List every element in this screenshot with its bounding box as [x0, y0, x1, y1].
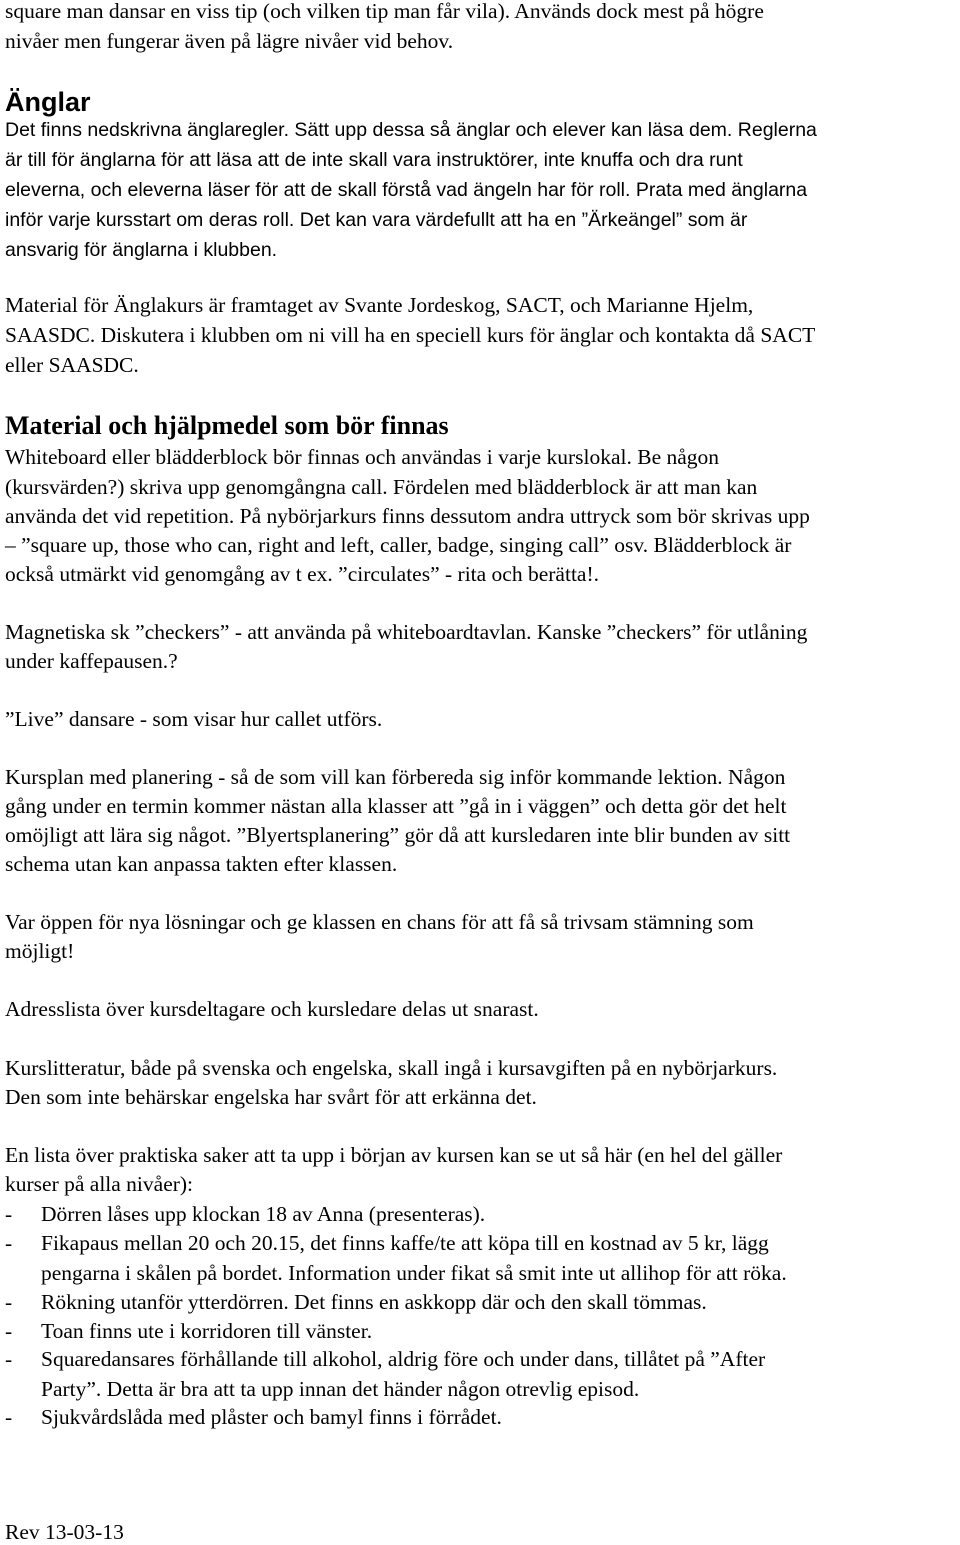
anglar-p2-line-2: SAASDC. Diskutera i klubben om ni vill ha en speciell kurs för änglar och kontakta då SACT: [5, 323, 816, 347]
material-p1-line-4: – ”square up, those who can, right and left, caller, badge, singing call” osv. Blädderblock är: [5, 533, 792, 557]
list-marker: -: [5, 1405, 13, 1429]
material-p8-line-2: kurser på alla nivåer):: [5, 1172, 194, 1196]
material-p1-line-3: använda det vid repetition. På nybörjarkurs finns dessutom andra uttryck som bör skrivas upp: [5, 504, 810, 528]
anglar-p2-line-3: eller SAASDC.: [5, 353, 139, 377]
list-marker: -: [5, 1347, 13, 1371]
list-item-text: Toan finns ute i korridoren till vänster.: [41, 1319, 373, 1343]
list-item-text-continued: pengarna i skålen på bordet. Information under fikat så smit inte ut allihop för att röka.: [41, 1261, 787, 1285]
list-marker: -: [5, 1319, 13, 1343]
material-p4-line-1: Kursplan med planering - så de som vill kan förbereda sig inför kommande lektion. Någon: [5, 765, 786, 789]
anglar-p1-line-4: inför varje kursstart om deras roll. Det kan vara värdefullt att ha en ”Ärkeängel” som är: [5, 209, 748, 231]
heading-anglar: Änglar: [5, 87, 91, 117]
list-item-text: Sjukvårdslåda med plåster och bamyl finns i förrådet.: [41, 1405, 502, 1429]
material-p1-line-5: också utmärkt vid genomgång av t ex. ”circulates” - rita och berätta!.: [5, 562, 599, 586]
material-p1-line-1: Whiteboard eller blädderblock bör finnas och användas i varje kurslokal. Be någon: [5, 445, 720, 469]
revision-footer: Rev 13-03-13: [5, 1520, 124, 1544]
material-p2-line-1: Magnetiska sk ”checkers” - att använda på whiteboardtavlan. Kanske ”checkers” för utlåning: [5, 620, 808, 644]
material-p7-line-1: Kurslitteratur, både på svenska och engelska, skall ingå i kursavgiften på en nybörjarkurs.: [5, 1056, 778, 1080]
heading-material: Material och hjälpmedel som bör finnas: [5, 411, 449, 440]
material-p5-line-2: möjligt!: [5, 939, 75, 963]
material-p4-line-2: gång under en termin kommer nästan alla klasser att ”gå in i väggen” och detta gör det helt: [5, 794, 787, 818]
list-marker: -: [5, 1202, 13, 1226]
list-item-text: Squaredansares förhållande till alkohol, aldrig före och under dans, tillåtet på ”After: [41, 1347, 766, 1371]
material-p5-line-1: Var öppen för nya lösningar och ge klassen en chans för att få så trivsam stämning som: [5, 910, 754, 934]
material-p2-line-2: under kaffepausen.?: [5, 649, 178, 673]
material-p4-line-3: omöjligt att lära sig något. ”Blyertsplanering” gör då att kursledaren inte blir bunden av sitt: [5, 823, 791, 847]
list-item-text: Fikapaus mellan 20 och 20.15, det finns kaffe/te att köpa till en kostnad av 5 kr, lägg: [41, 1231, 769, 1255]
anglar-p1-line-3: eleverna, och eleverna läser för att de skall förstå vad ängeln har för roll. Prata med änglarna: [5, 179, 808, 201]
anglar-p1-line-2: är till för änglarna för att läsa att de inte skall vara instruktörer, inte knuffa och dra runt: [5, 149, 743, 171]
anglar-p1-line-5: ansvarig för änglarna i klubben.: [5, 239, 278, 261]
material-p1-line-2: (kursvärden?) skriva upp genomgångna call. Fördelen med blädderblock är att man kan: [5, 475, 758, 499]
list-item-text: Rökning utanför ytterdörren. Det finns en askkopp där och den skall tömmas.: [41, 1290, 707, 1314]
list-item-text: Dörren låses upp klockan 18 av Anna (presenteras).: [41, 1202, 486, 1226]
intro-line-2: nivåer men fungerar även på lägre nivåer vid behov.: [5, 29, 454, 53]
material-p4-line-4: schema utan kan anpassa takten efter klassen.: [5, 852, 398, 876]
list-marker: -: [5, 1231, 13, 1255]
material-p8-line-1: En lista över praktiska saker att ta upp i början av kursen kan se ut så här (en hel del gäller: [5, 1143, 783, 1167]
list-marker: -: [5, 1290, 13, 1314]
anglar-p1-line-1: Det finns nedskrivna änglaregler. Sätt upp dessa så änglar och elever kan läsa dem. Reglerna: [5, 119, 817, 141]
anglar-p2-line-1: Material för Änglakurs är framtaget av Svante Jordeskog, SACT, och Marianne Hjelm,: [5, 293, 754, 317]
intro-line-1: square man dansar en viss tip (och vilken tip man får vila). Används dock mest på högre: [5, 0, 764, 23]
material-p3-line-1: ”Live” dansare - som visar hur callet utförs.: [5, 707, 383, 731]
list-item-text-continued: Party”. Detta är bra att ta upp innan det händer någon otrevlig episod.: [41, 1377, 640, 1401]
material-p7-line-2: Den som inte behärskar engelska har svårt för att erkänna det.: [5, 1085, 537, 1109]
material-p6-line-1: Adresslista över kursdeltagare och kursledare delas ut snarast.: [5, 997, 539, 1021]
